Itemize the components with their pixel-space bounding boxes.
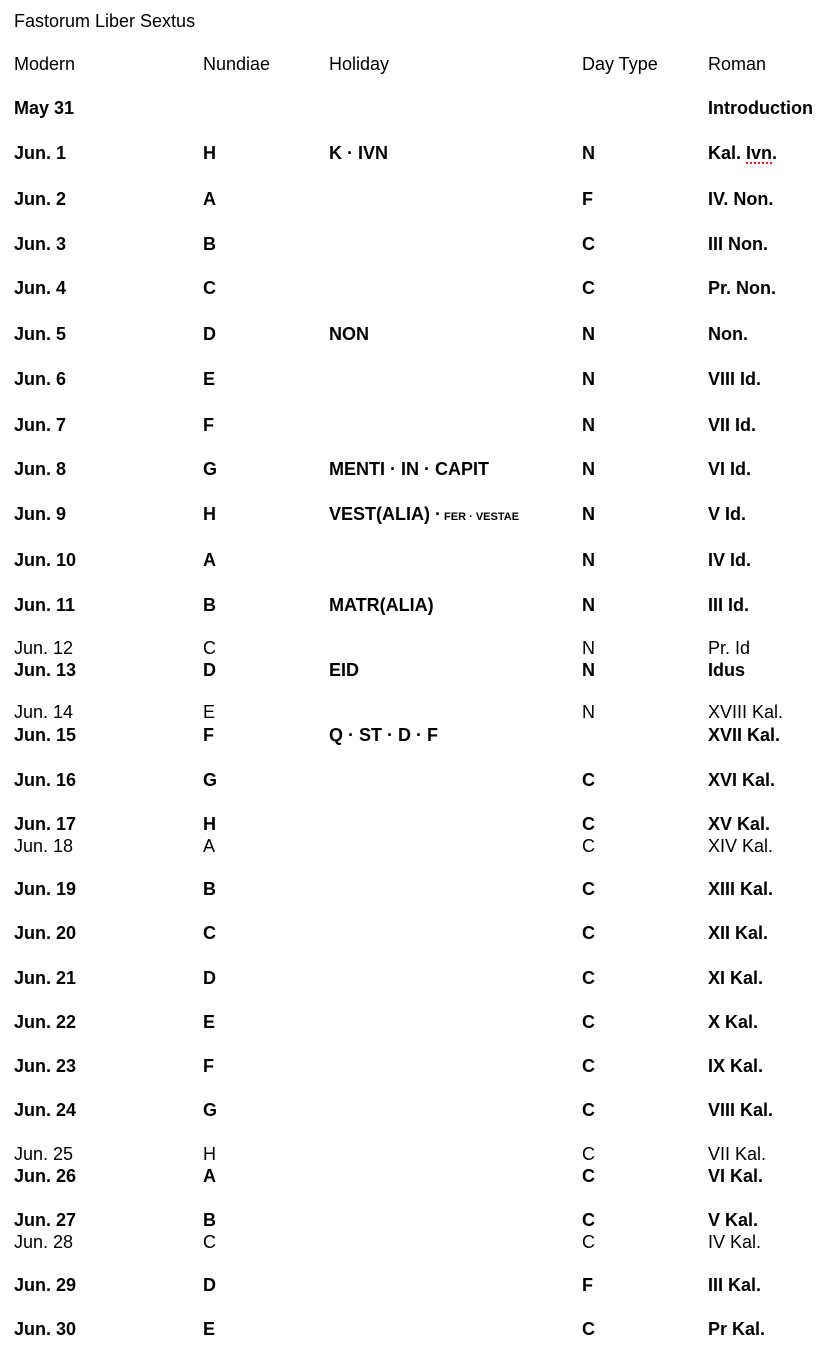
roman-cell: VII Id. bbox=[708, 415, 757, 435]
nundiae-cell: D bbox=[203, 660, 216, 680]
modern-cell: Jun. 4 bbox=[14, 278, 67, 298]
header-roman: Roman bbox=[708, 54, 767, 74]
holiday-subnote: FER · VESTAE bbox=[441, 511, 520, 523]
roman-cell: IV Kal. bbox=[708, 1232, 762, 1252]
modern-cell: Jun. 29 bbox=[14, 1275, 77, 1295]
header-day-type: Day Type bbox=[582, 54, 658, 74]
holiday-cell: MENTI · IN · CAPIT bbox=[329, 459, 489, 479]
day-type-cell: C bbox=[582, 278, 595, 298]
roman-cell: V Id. bbox=[708, 504, 747, 524]
modern-cell: Jun. 23 bbox=[14, 1056, 77, 1076]
holiday-cell: EID bbox=[329, 660, 360, 680]
day-type-cell: C bbox=[582, 836, 595, 856]
roman-cell: VIII Kal. bbox=[708, 1100, 774, 1120]
roman-cell: XIV Kal. bbox=[708, 836, 774, 856]
day-type-cell: N bbox=[582, 660, 595, 680]
day-type-cell: N bbox=[582, 369, 595, 389]
modern-cell: Jun. 6 bbox=[14, 369, 67, 389]
nundiae-cell: A bbox=[203, 189, 216, 209]
nundiae-cell: B bbox=[203, 879, 216, 899]
nundiae-cell: G bbox=[203, 1100, 218, 1120]
modern-cell: Jun. 22 bbox=[14, 1012, 77, 1032]
day-type-cell: N bbox=[582, 595, 595, 615]
modern-cell: Jun. 26 bbox=[14, 1166, 77, 1186]
day-type-cell: F bbox=[582, 189, 593, 209]
spellcheck-underline: Ivn bbox=[746, 143, 773, 163]
holiday-cell: K · IVN bbox=[329, 143, 389, 163]
roman-cell: V Kal. bbox=[708, 1210, 759, 1230]
modern-cell: Jun. 7 bbox=[14, 415, 67, 435]
modern-cell: Jun. 9 bbox=[14, 504, 67, 524]
day-type-cell: N bbox=[582, 504, 595, 524]
roman-cell: Idus bbox=[708, 660, 746, 680]
day-type-cell: F bbox=[582, 1275, 593, 1295]
modern-cell: Jun. 12 bbox=[14, 638, 74, 658]
nundiae-cell: C bbox=[203, 923, 216, 943]
nundiae-cell: F bbox=[203, 1056, 214, 1076]
roman-cell: III Non. bbox=[708, 234, 768, 254]
modern-cell: Jun. 3 bbox=[14, 234, 67, 254]
day-type-cell: C bbox=[582, 968, 595, 988]
modern-cell: Jun. 16 bbox=[14, 770, 77, 790]
day-type-cell: N bbox=[582, 638, 595, 658]
modern-cell: Jun. 2 bbox=[14, 189, 67, 209]
modern-cell: Jun. 14 bbox=[14, 702, 74, 722]
day-type-cell: N bbox=[582, 415, 595, 435]
day-type-cell: N bbox=[582, 143, 595, 163]
modern-cell: Jun. 11 bbox=[14, 595, 76, 615]
day-type-cell: C bbox=[582, 1210, 595, 1230]
day-type-cell: C bbox=[582, 770, 595, 790]
nundiae-cell: C bbox=[203, 1232, 216, 1252]
roman-cell: Kal. Ivn. bbox=[708, 143, 778, 163]
roman-cell: IX Kal. bbox=[708, 1056, 764, 1076]
nundiae-cell: F bbox=[203, 415, 214, 435]
day-type-cell: C bbox=[582, 1319, 595, 1339]
day-type-cell: N bbox=[582, 324, 595, 344]
roman-cell: VI Id. bbox=[708, 459, 752, 479]
roman-cell: XIII Kal. bbox=[708, 879, 774, 899]
day-type-cell: C bbox=[582, 1100, 595, 1120]
nundiae-cell: E bbox=[203, 1319, 216, 1339]
holiday-cell: NON bbox=[329, 324, 369, 344]
roman-cell: IV Id. bbox=[708, 550, 752, 570]
modern-cell: Jun. 21 bbox=[14, 968, 77, 988]
roman-cell: VI Kal. bbox=[708, 1166, 764, 1186]
day-type-cell: C bbox=[582, 879, 595, 899]
roman-cell: Non. bbox=[708, 324, 748, 344]
modern-cell: Jun. 8 bbox=[14, 459, 67, 479]
header-modern: Modern bbox=[14, 54, 76, 74]
modern-cell: Jun. 1 bbox=[14, 143, 67, 163]
nundiae-cell: G bbox=[203, 459, 218, 479]
roman-cell: XI Kal. bbox=[708, 968, 764, 988]
nundiae-cell: A bbox=[203, 550, 216, 570]
day-type-cell: C bbox=[582, 1232, 595, 1252]
nundiae-cell: C bbox=[203, 638, 216, 658]
roman-cell: Introduction bbox=[708, 98, 813, 118]
holiday-cell: VEST(ALIA) · FER · VESTAE bbox=[329, 504, 520, 524]
roman-cell: XVI Kal. bbox=[708, 770, 776, 790]
nundiae-cell: B bbox=[203, 1210, 216, 1230]
roman-cell: IV. Non. bbox=[708, 189, 774, 209]
roman-cell: III Id. bbox=[708, 595, 750, 615]
nundiae-cell: D bbox=[203, 968, 216, 988]
modern-cell: Jun. 24 bbox=[14, 1100, 77, 1120]
day-type-cell: C bbox=[582, 234, 595, 254]
day-type-cell: C bbox=[582, 814, 595, 834]
modern-cell: Jun. 5 bbox=[14, 324, 67, 344]
page-title: Fastorum Liber Sextus bbox=[14, 11, 196, 31]
modern-cell: Jun. 30 bbox=[14, 1319, 77, 1339]
day-type-cell: C bbox=[582, 923, 595, 943]
roman-cell: Pr. Id bbox=[708, 638, 751, 658]
nundiae-cell: B bbox=[203, 595, 216, 615]
modern-cell: Jun. 18 bbox=[14, 836, 74, 856]
roman-cell: VII Kal. bbox=[708, 1144, 767, 1164]
modern-cell: Jun. 28 bbox=[14, 1232, 74, 1252]
nundiae-cell: E bbox=[203, 1012, 216, 1032]
nundiae-cell: F bbox=[203, 725, 214, 745]
holiday-cell: Q · ST · D · F bbox=[329, 725, 438, 745]
nundiae-cell: A bbox=[203, 1166, 216, 1186]
modern-cell: Jun. 19 bbox=[14, 879, 77, 899]
modern-cell: Jun. 13 bbox=[14, 660, 77, 680]
roman-cell: XV Kal. bbox=[708, 814, 771, 834]
roman-cell: Pr Kal. bbox=[708, 1319, 766, 1339]
roman-cell: X Kal. bbox=[708, 1012, 759, 1032]
day-type-cell: C bbox=[582, 1056, 595, 1076]
nundiae-cell: A bbox=[203, 836, 216, 856]
nundiae-cell: H bbox=[203, 143, 216, 163]
nundiae-cell: B bbox=[203, 234, 216, 254]
nundiae-cell: D bbox=[203, 324, 216, 344]
holiday-cell: MATR(ALIA) bbox=[329, 595, 434, 615]
modern-cell: Jun. 27 bbox=[14, 1210, 77, 1230]
day-type-cell: N bbox=[582, 459, 595, 479]
roman-cell: XII Kal. bbox=[708, 923, 769, 943]
roman-cell: XVII Kal. bbox=[708, 725, 781, 745]
day-type-cell: N bbox=[582, 702, 595, 722]
nundiae-cell: H bbox=[203, 814, 216, 834]
header-nundiae: Nundiae bbox=[203, 54, 271, 74]
nundiae-cell: C bbox=[203, 278, 216, 298]
roman-cell: Pr. Non. bbox=[708, 278, 777, 298]
nundiae-cell: H bbox=[203, 1144, 216, 1164]
nundiae-cell: E bbox=[203, 369, 216, 389]
roman-cell: XVIII Kal. bbox=[708, 702, 784, 722]
nundiae-cell: D bbox=[203, 1275, 216, 1295]
nundiae-cell: E bbox=[203, 702, 216, 722]
modern-cell: Jun. 25 bbox=[14, 1144, 74, 1164]
modern-cell: May 31 bbox=[14, 98, 75, 118]
day-type-cell: C bbox=[582, 1144, 595, 1164]
roman-cell: VIII Id. bbox=[708, 369, 762, 389]
modern-cell: Jun. 17 bbox=[14, 814, 77, 834]
modern-cell: Jun. 20 bbox=[14, 923, 77, 943]
modern-cell: Jun. 15 bbox=[14, 725, 77, 745]
day-type-cell: C bbox=[582, 1012, 595, 1032]
nundiae-cell: G bbox=[203, 770, 218, 790]
nundiae-cell: H bbox=[203, 504, 216, 524]
day-type-cell: N bbox=[582, 550, 595, 570]
roman-cell: III Kal. bbox=[708, 1275, 762, 1295]
header-holiday: Holiday bbox=[329, 54, 390, 74]
day-type-cell: C bbox=[582, 1166, 595, 1186]
modern-cell: Jun. 10 bbox=[14, 550, 77, 570]
